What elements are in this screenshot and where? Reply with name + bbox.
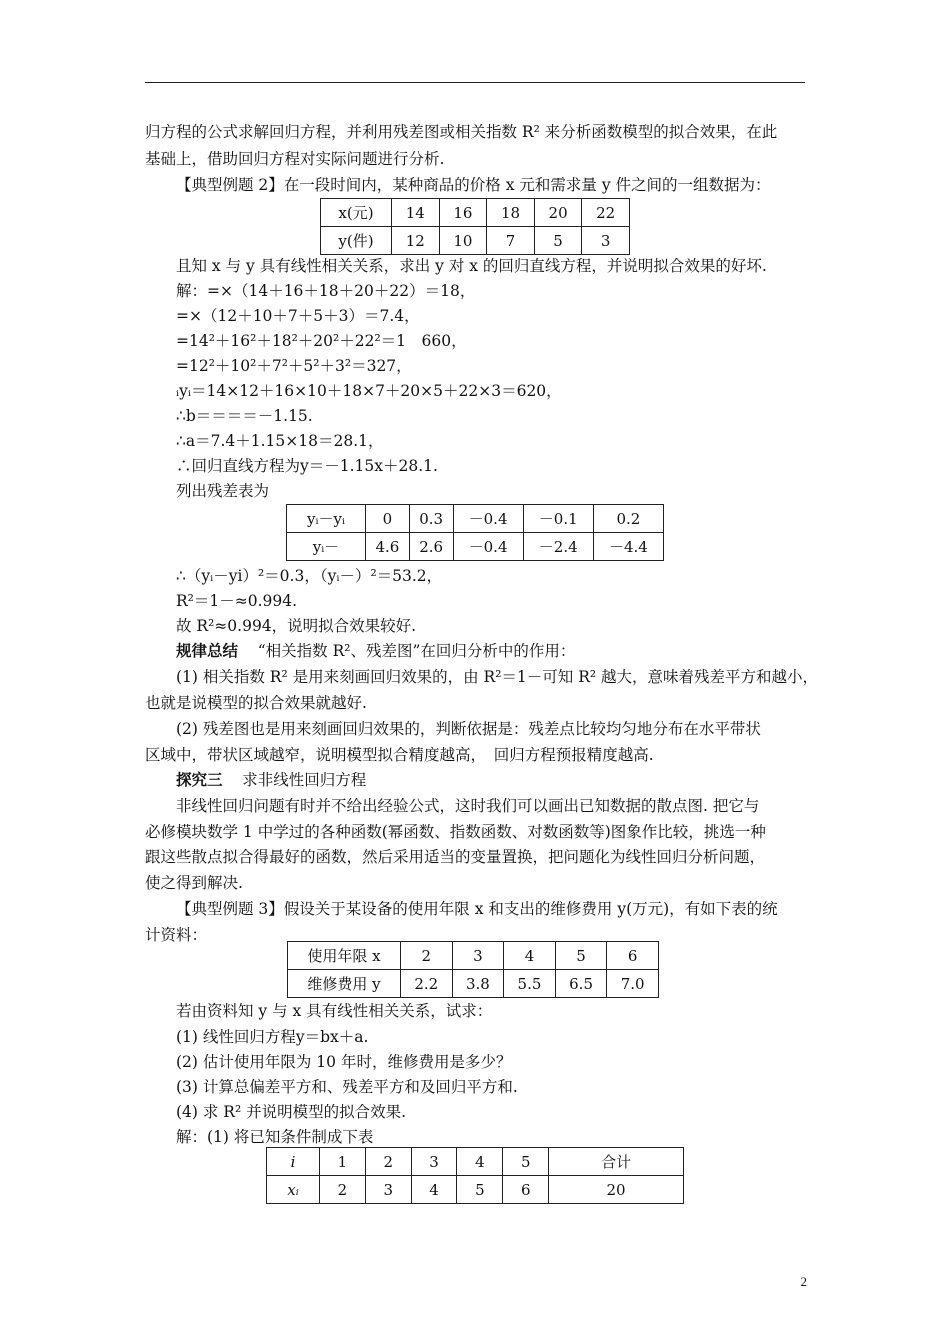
table-row xyxy=(288,970,659,998)
table-cell: 4 xyxy=(457,1148,503,1176)
table-cell: 2 xyxy=(320,1176,366,1204)
table-cell: 维修费用 y xyxy=(288,970,401,998)
table-row xyxy=(288,942,659,970)
solution-line: =14²＋16²＋18²＋20²＋22²＝1 660， xyxy=(176,332,467,350)
summary-text: “相关指数 R²、残差图”在回归分析中的作用： xyxy=(257,642,576,660)
table-cell: 10 xyxy=(439,227,487,255)
section-label: 探究三 xyxy=(176,770,223,789)
solution-line: ∴回归直线方程为y＝－1.15x＋28.1. xyxy=(176,457,438,475)
text-line: 跟这些散点拟合得最好的函数，然后采用适当的变量置换，把问题化为线性回归分析问题， xyxy=(145,848,766,866)
table-cell: 0.2 xyxy=(593,505,663,533)
table-cell: 6 xyxy=(503,1176,549,1204)
solution-line: 故 R²≈0.994，说明拟合效果较好. xyxy=(176,617,417,635)
solution-line: 解：(1) 将已知条件制成下表 xyxy=(176,1128,374,1146)
table-cell: 6 xyxy=(607,942,659,970)
table-cell: 4 xyxy=(504,942,556,970)
header-rule xyxy=(145,82,805,83)
table-cell: 2.2 xyxy=(401,970,453,998)
table-cell: 5.5 xyxy=(504,970,556,998)
text-line: 若由资料知 y 与 x 具有线性相关关系，试求： xyxy=(176,1002,493,1020)
table-cell: 5 xyxy=(457,1176,503,1204)
text-line: 非线性回归问题有时并不给出经验公式，这时我们可以画出已知数据的散点图. 把它与 xyxy=(176,797,760,815)
table-cell: i xyxy=(267,1148,320,1176)
table-cell: 20 xyxy=(549,1176,684,1204)
question-line: (3) 计算总偏差平方和、残差平方和及回归平方和. xyxy=(176,1078,518,1096)
table-cell: 3 xyxy=(411,1148,457,1176)
section-heading xyxy=(176,770,856,790)
price-demand-table xyxy=(320,198,630,255)
solution-line: =12²＋10²＋7²＋5²＋3²＝327， xyxy=(176,357,412,375)
table-row xyxy=(287,505,664,533)
table-cell: －2.4 xyxy=(523,533,593,561)
table-cell: 2 xyxy=(365,1148,411,1176)
table-cell: 0 xyxy=(366,505,410,533)
section-title: 求非线性回归方程 xyxy=(242,771,367,789)
table-cell: 4.6 xyxy=(366,533,410,561)
summary-heading xyxy=(176,641,856,661)
table-cell: －0.4 xyxy=(453,505,523,533)
table-cell: 5 xyxy=(503,1148,549,1176)
text-line: 归方程的公式求解回归方程，并利用残差图或相关指数 R² 来分析函数模型的拟合效果，在此 xyxy=(145,123,778,141)
table-cell: 3 xyxy=(452,942,504,970)
text-line: 基础上，借助回归方程对实际问题进行分析. xyxy=(145,150,445,168)
question-line: (4) 求 R² 并说明模型的拟合效果. xyxy=(176,1103,407,1121)
table-cell: －4.4 xyxy=(593,533,663,561)
question-line: (1) 线性回归方程y＝bx＋a. xyxy=(176,1028,369,1046)
table-cell: 4 xyxy=(411,1176,457,1204)
example-3-title: 【典型例题 3】假设关于某设备的使用年限 x 和支出的维修费用 y(万元)，有如下表的统 xyxy=(176,900,778,918)
text-line: (1) 相关指数 R² 是用来刻画回归效果的，由 R²＝1－可知 R² 越大，意味着残差平方和越小， xyxy=(176,668,819,686)
solution-line: ∴a＝7.4＋1.15×18＝28.1， xyxy=(176,432,384,450)
solution-line: R²＝1－≈0.994. xyxy=(176,592,298,610)
residual-table xyxy=(286,504,664,561)
table-cell: －0.4 xyxy=(453,533,523,561)
table-cell: 14 xyxy=(392,199,440,227)
table-cell: 合计 xyxy=(549,1148,684,1176)
table-cell: 3 xyxy=(365,1176,411,1204)
table-row xyxy=(321,227,630,255)
maintenance-table xyxy=(287,941,659,998)
text-line: (2) 残差图也是用来刻画回归效果的，判断依据是：残差点比较均匀地分布在水平带状 xyxy=(176,720,761,738)
table-cell: 1 xyxy=(320,1148,366,1176)
text-line: 使之得到解决. xyxy=(145,874,243,892)
table-cell: 7.0 xyxy=(607,970,659,998)
page-number: 2 xyxy=(800,1274,807,1289)
table-row xyxy=(267,1148,684,1176)
text-line: 计资料： xyxy=(145,926,208,944)
table-cell: 2 xyxy=(401,942,453,970)
table-cell: 22 xyxy=(582,199,630,227)
solution-line: ∴b＝＝＝＝－1.15. xyxy=(176,407,313,425)
table-cell: xᵢ xyxy=(267,1176,320,1204)
summary-label: 规律总结 xyxy=(176,641,239,660)
table-cell: 2.6 xyxy=(409,533,453,561)
solution-line: =×（12＋10＋7＋5＋3）＝7.4， xyxy=(176,307,420,325)
table-cell: 7 xyxy=(487,227,535,255)
table-cell: 5 xyxy=(534,227,582,255)
table-cell: 使用年限 x xyxy=(288,942,401,970)
table-cell: 3 xyxy=(582,227,630,255)
solution-line: ∴（yᵢ－yi）²＝0.3，（yᵢ－）²＝53.2， xyxy=(176,567,443,585)
table-cell: 20 xyxy=(534,199,582,227)
index-table xyxy=(266,1147,684,1204)
table-cell: －0.1 xyxy=(523,505,593,533)
solution-line: 解：=×（14＋16＋18＋20＋22）＝18， xyxy=(176,282,476,300)
example-2-title: 【典型例题 2】在一段时间内，某种商品的价格 x 元和需求量 y 件之间的一组数据为： xyxy=(176,176,771,194)
table-cell: 0.3 xyxy=(409,505,453,533)
table-cell: 3.8 xyxy=(452,970,504,998)
question-line: (2) 估计使用年限为 10 年时，维修费用是多少？ xyxy=(176,1053,512,1071)
text-line: 列出残差表为 xyxy=(176,482,270,500)
table-cell: 12 xyxy=(392,227,440,255)
table-cell: x(元) xyxy=(321,199,392,227)
table-row xyxy=(321,199,630,227)
text-line: 区域中，带状区域越窄，说明模型拟合精度越高， 回归方程预报精度越高. xyxy=(145,746,654,764)
table-cell: 5 xyxy=(555,942,607,970)
table-row xyxy=(267,1176,684,1204)
table-cell: yᵢ－ xyxy=(287,533,366,561)
text-line: 也就是说模型的拟合效果就越好. xyxy=(145,694,367,712)
table-cell: yᵢ－yᵢ xyxy=(287,505,366,533)
text-line: 必修模块数学 1 中学过的各种函数(幂函数、指数函数、对数函数等)图象作比较，挑选一种 xyxy=(145,823,766,841)
table-cell: y(件) xyxy=(321,227,392,255)
solution-line: ᵢyᵢ＝14×12＋16×10＋18×7＋20×5＋22×3＝620， xyxy=(176,382,562,400)
table-row xyxy=(287,533,664,561)
table-cell: 18 xyxy=(487,199,535,227)
table-cell: 6.5 xyxy=(555,970,607,998)
table-cell: 16 xyxy=(439,199,487,227)
text-line: 且知 x 与 y 具有线性相关关系，求出 y 对 x 的回归直线方程，并说明拟合效果的好坏. xyxy=(176,257,767,275)
